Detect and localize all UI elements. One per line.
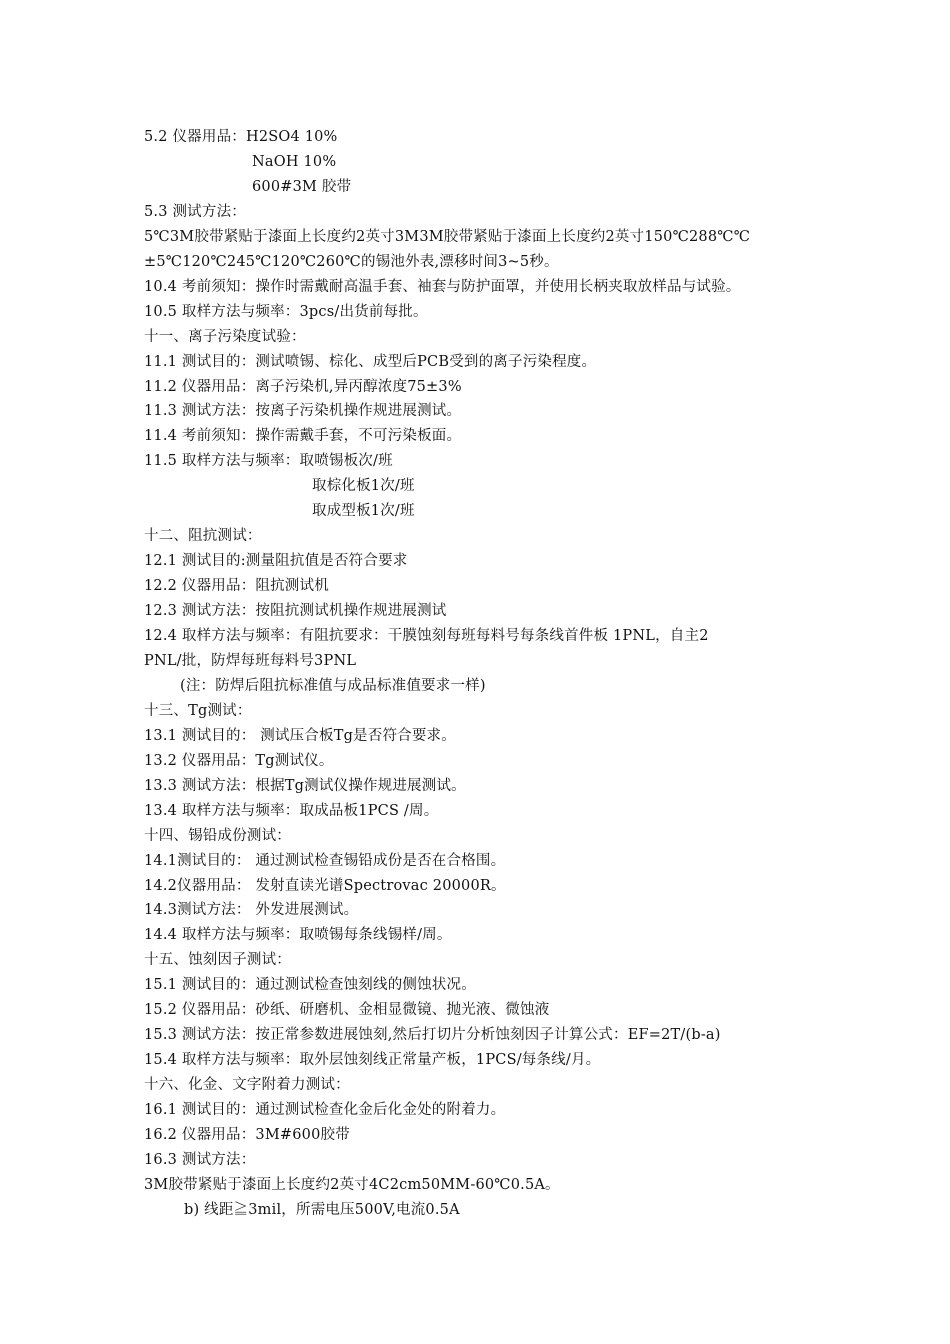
- text-line: 11.1 测试目的：测试喷锡、棕化、成型后PCB受到的离子污染程度。: [144, 353, 597, 370]
- text-line: 15.1 测试目的：通过测试检查蚀刻线的侧蚀状况。: [144, 977, 476, 994]
- text-line: 十六、化金、文字附着力测试：: [144, 1077, 350, 1094]
- text-line: 13.4 取样方法与频率：取成品板1PCS /周。: [144, 802, 439, 819]
- text-line: 十一、离子污染度试验：: [144, 328, 306, 345]
- text-line: 十二、阻抗测试：: [144, 528, 262, 545]
- text-line: 14.3测试方法： 外发进展测试。: [144, 902, 359, 919]
- text-line: 15.4 取样方法与频率：取外层蚀刻线正常量产板，1PCS/每条线/月。: [144, 1052, 601, 1069]
- text-line: 11.4 考前须知：操作需戴手套，不可污染板面。: [144, 428, 462, 445]
- text-line: 10.4 考前须知：操作时需戴耐高温手套、袖套与防护面罩，并使用长柄夹取放样品与试验。: [144, 278, 741, 295]
- text-line: b) 线距≧3mil，所需电压500V,电流0.5A: [184, 1201, 460, 1218]
- text-line: 13.3 测试方法：根据Tg测试仪操作规进展测试。: [144, 777, 466, 794]
- text-line: PNL/批，防焊每班每料号3PNL: [144, 652, 357, 669]
- text-line: 5.3 测试方法：: [144, 203, 246, 220]
- text-line: 13.1 测试目的： 测试压合板Tg是否符合要求。: [144, 727, 456, 744]
- text-line: 15.3 测试方法：按正常参数进展蚀刻,然后打切片分析蚀刻因子计算公式：EF=2T/(b-a): [144, 1027, 721, 1044]
- text-line: 10.5 取样方法与频率：3pcs/出货前每批。: [144, 303, 428, 320]
- text-line: 5℃3M胶带紧贴于漆面上长度约2英寸3M3M胶带紧贴于漆面上长度约2英寸150℃288℃℃: [144, 228, 751, 245]
- text-line: 14.2仪器用品： 发射直读光谱Spectrovac 20000R。: [144, 877, 506, 894]
- text-line: 12.3 测试方法：按阻抗测试机操作规进展测试: [144, 603, 447, 620]
- text-line: 11.3 测试方法：按离子污染机操作规进展测试。: [144, 403, 462, 420]
- text-line: ±5℃120℃245℃120℃260℃的锡池外表,漂移时间3~5秒。: [144, 253, 559, 270]
- text-line: 14.4 取样方法与频率：取喷锡每条线锡样/周。: [144, 927, 452, 944]
- text-line: 3M胶带紧贴于漆面上长度约2英寸4C2cm50MM-60℃0.5A。: [144, 1176, 560, 1193]
- text-line: 5.2 仪器用品：H2SO4 10%: [144, 129, 338, 145]
- text-line: 16.1 测试目的：通过测试检查化金后化金处的附着力。: [144, 1102, 506, 1119]
- text-line: 15.2 仪器用品：砂纸、研磨机、金相显微镜、抛光液、微蚀液: [144, 1002, 550, 1019]
- text-line: 取棕化板1次/班: [312, 478, 415, 495]
- text-line: 十五、蚀刻因子测试：: [144, 952, 291, 969]
- text-line: 600#3M 胶带: [252, 178, 352, 195]
- text-line: 11.2 仪器用品：离子污染机,异丙醇浓度75±3%: [144, 378, 462, 395]
- text-line: 13.2 仪器用品：Tg测试仪。: [144, 752, 334, 769]
- text-line: 16.2 仪器用品：3M#600胶带: [144, 1127, 350, 1143]
- text-line: 12.2 仪器用品：阻抗测试机: [144, 578, 329, 595]
- text-line: 12.1 测试目的:测量阻抗值是否符合要求: [144, 553, 408, 570]
- text-line: 十三、Tg测试：: [144, 702, 252, 719]
- text-line: 11.5 取样方法与频率：取喷锡板次/班: [144, 453, 393, 470]
- text-line: 取成型板1次/班: [312, 503, 415, 520]
- text-line: NaOH 10%: [252, 153, 337, 170]
- text-line: 16.3 测试方法：: [144, 1151, 256, 1168]
- text-line: 十四、锡铅成份测试：: [144, 827, 291, 844]
- text-line: 12.4 取样方法与频率：有阻抗要求：干膜蚀刻每班每料号每条线首件板 1PNL，自主2: [144, 628, 709, 644]
- text-line: 14.1测试目的： 通过测试检查锡铅成份是否在合格围。: [144, 852, 506, 869]
- text-line: (注：防焊后阻抗标准值与成品标准值要求一样): [180, 677, 486, 694]
